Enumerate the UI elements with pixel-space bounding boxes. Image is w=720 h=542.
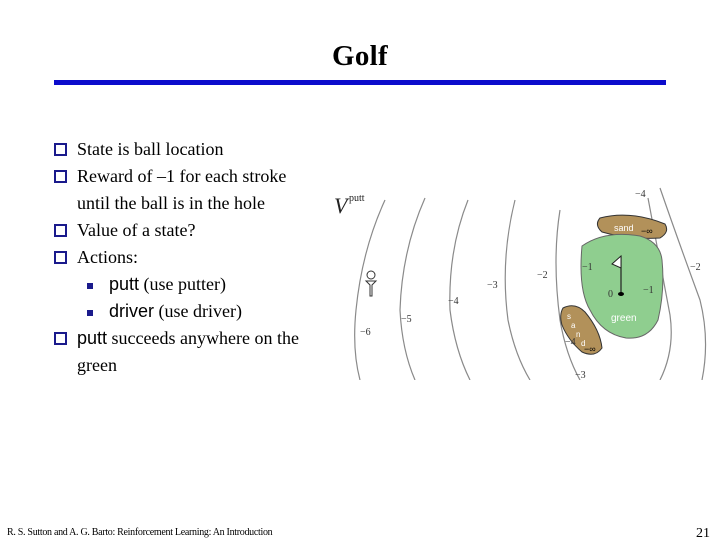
contour-value: −5 (401, 314, 412, 325)
contour-value: −4 (565, 337, 576, 348)
sand-label-top: sand (614, 223, 634, 233)
bullet-text: Reward of –1 for each stroke (77, 166, 287, 186)
contour-value: −2 (690, 262, 701, 273)
bullet-text: Value of a state? (77, 220, 196, 240)
bullet-list (54, 136, 344, 379)
contour-line-minus2 (556, 210, 580, 380)
action-term: driver (109, 301, 155, 321)
v-putt-superscript: putt (349, 193, 365, 204)
bullet-state (54, 136, 344, 163)
title-divider (54, 80, 666, 85)
bullet-box-icon (54, 251, 67, 264)
contour-value: −3 (575, 370, 586, 380)
bullet-box-icon (54, 143, 67, 156)
bullet-text: succeeds anywhere on the (107, 328, 299, 348)
bullet-text: State is ball location (77, 139, 224, 159)
sand-letter: s (567, 312, 571, 321)
action-term: putt (109, 274, 140, 294)
green-label: green (611, 313, 637, 324)
bullet-actions (54, 244, 344, 271)
action-desc: (use putter) (139, 274, 226, 294)
slide-footer: R. S. Sutton and A. G. Barto: Reinforcement Learning: An Introduction (7, 527, 273, 538)
contour-value: −1 (582, 262, 593, 273)
bullet-box-icon (54, 332, 67, 345)
slide-title: Golf (332, 40, 388, 72)
sub-bullet-putt (54, 271, 344, 298)
action-term: putt (77, 328, 108, 348)
bullet-text-continued: green (77, 355, 117, 375)
contour-line-minus4 (450, 200, 470, 380)
contour-value: −1 (643, 285, 654, 296)
bullet-box-icon (54, 170, 67, 183)
bullet-value (54, 217, 344, 244)
bullet-text-continued: until the ball is in the hole (77, 193, 265, 213)
contour-value: 0 (608, 289, 613, 300)
v-putt-symbol: V (334, 193, 348, 218)
contour-line-outer-right (660, 188, 706, 380)
neg-inf-label-top: −∞ (641, 226, 653, 236)
contour-value: −4 (635, 189, 646, 200)
neg-inf-label-bottom: −∞ (584, 344, 596, 354)
sub-bullet-driver (54, 298, 344, 325)
bullet-putt-succeeds (54, 325, 344, 379)
sub-bullet-square-icon (87, 310, 93, 316)
page-number: 21 (696, 526, 710, 541)
contour-value-labels (360, 189, 701, 380)
contour-line-minus3 (505, 200, 530, 380)
bullet-text: Actions: (77, 247, 138, 267)
bullet-reward (54, 163, 344, 217)
golf-value-diagram (330, 180, 720, 380)
contour-line-minus5 (400, 198, 425, 380)
action-desc: (use driver) (154, 301, 242, 321)
sand-letter: n (576, 330, 581, 339)
sub-bullet-square-icon (87, 283, 93, 289)
bullet-box-icon (54, 224, 67, 237)
sand-letter: d (581, 339, 586, 348)
contour-value: −4 (448, 296, 459, 307)
contour-value: −3 (487, 280, 498, 291)
contour-value: −2 (537, 270, 548, 281)
contour-value: −6 (360, 327, 371, 338)
sand-letter: a (571, 321, 576, 330)
tee-icon (366, 271, 376, 296)
